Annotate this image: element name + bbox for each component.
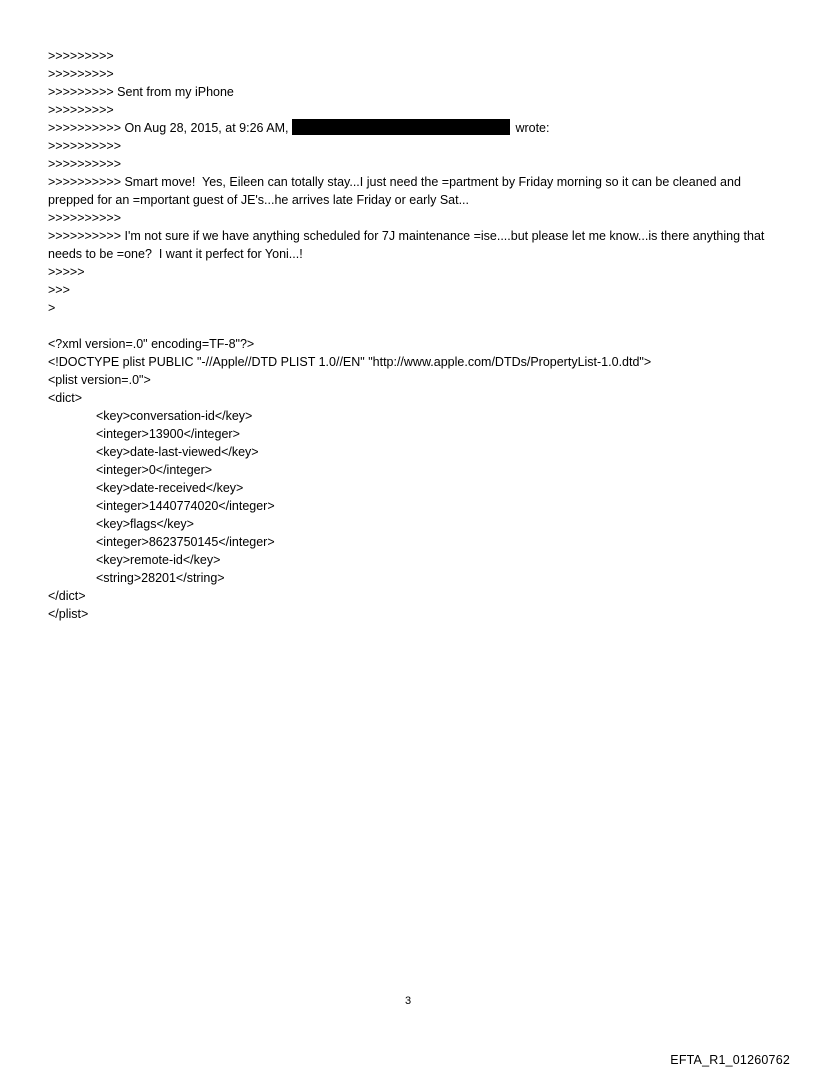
- attribution-suffix: wrote:: [511, 121, 550, 135]
- plist-entry: <key>date-received</key>: [96, 481, 244, 495]
- plist-entry: <key>conversation-id</key>: [96, 409, 253, 423]
- plist-open-tag: <plist version=.0">: [48, 373, 151, 387]
- quote-message-paragraph: >>>>>>>>>> I'm not sure if we have anything scheduled for 7J maintenance =ise....but please let me know...is there anything that needs to be =one? I want it perfect for Yoni...!: [48, 229, 768, 261]
- plist-entry: <integer>1440774020</integer>: [96, 499, 275, 513]
- quote-line: >>>>>>>>> Sent from my iPhone: [48, 85, 234, 99]
- dict-open-tag: <dict>: [48, 391, 83, 405]
- plist-xml-declaration: <?xml version=.0" encoding=TF-8"?>: [48, 337, 255, 351]
- quote-line: >>>: [48, 283, 70, 297]
- quote-line: >>>>>>>>>>: [48, 157, 121, 171]
- quote-line: >>>>>>>>>: [48, 103, 114, 117]
- redaction-block: [292, 119, 510, 135]
- dict-close-tag: </dict>: [48, 589, 86, 603]
- page-number: 3: [404, 995, 412, 1007]
- plist-entry: <integer>8623750145</integer>: [96, 535, 275, 549]
- plist-doctype: <!DOCTYPE plist PUBLIC "-//Apple//DTD PLIST 1.0//EN" "http://www.apple.com/DTDs/PropertyList-1.0.dtd">: [48, 355, 652, 369]
- plist-entry: <key>date-last-viewed</key>: [96, 445, 259, 459]
- plist-entry: <string>28201</string>: [96, 571, 225, 585]
- plist-entry: <key>flags</key>: [96, 517, 194, 531]
- plist-close-tag: </plist>: [48, 607, 89, 621]
- plist-entry: <integer>0</integer>: [96, 463, 213, 477]
- spacer: [48, 317, 772, 335]
- plist-entry: <integer>13900</integer>: [96, 427, 240, 441]
- attribution-prefix: >>>>>>>>>> On Aug 28, 2015, at 9:26 AM,: [48, 121, 289, 135]
- quote-line: >: [48, 301, 56, 315]
- quote-attribution-line: [48, 119, 772, 137]
- quote-line: >>>>>>>>>>: [48, 211, 121, 225]
- quote-line: >>>>>: [48, 265, 85, 279]
- email-body: [48, 47, 772, 623]
- quote-message-paragraph: >>>>>>>>>> Smart move! Yes, Eileen can totally stay...I just need the =partment by Friday morning so it can be cleaned and prepped for an =mportant guest of JE's...he arrives late Friday or early Sat...: [48, 175, 745, 207]
- quote-line: >>>>>>>>>: [48, 67, 114, 81]
- bates-number: EFTA_R1_01260762: [670, 1053, 790, 1067]
- quote-line: >>>>>>>>>: [48, 49, 114, 63]
- plist-entry: <key>remote-id</key>: [96, 553, 221, 567]
- quote-line: >>>>>>>>>>: [48, 139, 121, 153]
